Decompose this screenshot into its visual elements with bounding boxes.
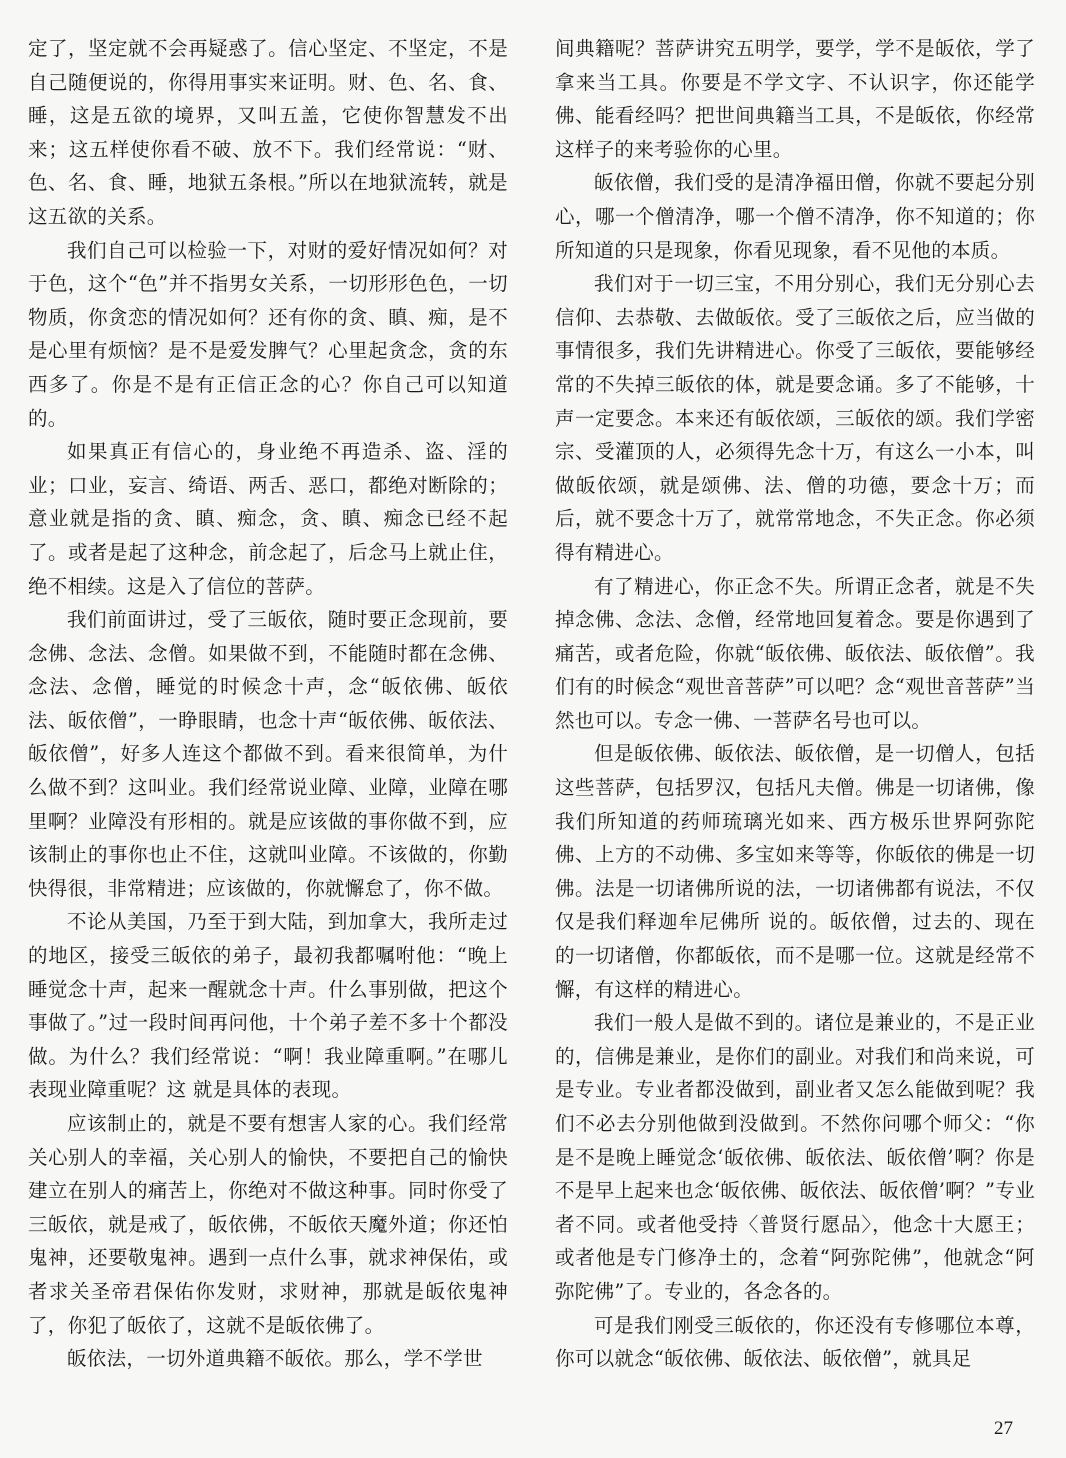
paragraph: 可是我们刚受三皈依的，你还没有专修哪位本尊，你可以就念“皈依佛、皈依法、皈依僧”，就具足: [555, 1313, 1035, 1371]
paragraph: 有了精进心，你正念不失。所谓正念者，就是不失掉念佛、念法、念僧，经常地回复着念。要是你遇到了痛苦，或者危险，你就“皈依佛、皈依法、皈依僧”。我们有的时候念“观世音菩萨”可以吧？念“观世音菩萨”当然也可以。专念一佛、一菩萨名号也可以。: [555, 574, 1035, 732]
paragraph: 定了，坚定就不会再疑惑了。信心坚定、不坚定，不是自己随便说的，你得用事实来证明。财、色、名、食、睡，这是五欲的境界，又叫五盖，它使你智慧发不出来；这五样使你看不破、放不下。我们经常说：“财、色、名、食、睡，地狱五条根。”所以在地狱流转，就是这五欲的关系。: [28, 37, 508, 228]
paragraph: 我们前面讲过，受了三皈依，随时要正念现前，要念佛、念法、念僧。如果做不到，不能随时都在念佛、念法、念僧，睡觉的时候念十声，念“皈依佛、皈依法、皈依僧”，一睁眼睛，也念十声“皈依佛、皈依法、皈依僧”，好多人连这个都做不到。看来很简单，为什么做不到？这叫业。我们经常说业障、业障，业障在哪里啊？业障没有形相的。就是应该做的事你做不到，应该制止的事你也止不住，这就叫业障。不该做的，你勤快得很，非常精进；应该做的，你就懈怠了，你不做。: [28, 608, 508, 900]
page-number: 27: [994, 1418, 1013, 1439]
paragraph: 皈依法，一切外道典籍不皈依。那么，学不学世: [67, 1347, 483, 1371]
paragraph: 但是皈依佛、皈依法、皈依僧，是一切僧人，包括这些菩萨，包括罗汉，包括凡夫僧。佛是一切诸佛，像我们所知道的药师琉璃光如来、西方极乐世界阿弥陀佛、上方的不动佛、多宝如来等等，你皈依的佛是一切佛。法是一切诸佛所说的法，一切诸佛都有说法，不仅仅是我们释迦牟尼佛所 说的。皈依僧，过去的、现在的一切诸僧，你都皈依，而不是哪一位。这就是经常不懈，有这样的精进心。: [555, 742, 1035, 1001]
paragraph: 我们一般人是做不到的。诸位是兼业的，不是正业的，信佛是兼业，是你们的副业。对我们和尚来说，可是专业。专业者都没做到，副业者又怎么能做到呢？我们不必去分别他做到没做到。不然你问哪个师父：“你是不是晚上睡觉念‘皈依佛、皈依法、皈依僧’啊？你是不是早上起来也念‘皈依佛、皈依法、皈依僧’啊？”专业者不同。或者他受持〈普贤行愿品〉，他念十大愿王；或者他是专门修净土的，念着“阿弥陀佛”，他就念“阿弥陀佛”了。专业的，各念各的。: [555, 1011, 1035, 1303]
paragraph: 应该制止的，就是不要有想害人家的心。我们经常关心别人的幸福，关心别人的愉快，不要把自己的愉快建立在别人的痛苦上，你绝对不做这种事。同时你受了三皈依，就是戒了，皈依佛，不皈依天魔外道；你还怕鬼神，还要敬鬼神。遇到一点什么事，就求神保佑，或者求关圣帝君保佑你发财，求财神，那就是皈依鬼神了，你犯了皈依了，这就不是皈依佛了。: [28, 1112, 508, 1337]
paragraph: 如果真正有信心的，身业绝不再造杀、盗、淫的业；口业，妄言、绮语、两舌、恶口，都绝对断除的；意业就是指的贪、瞋、痴念，贪、瞋、痴念已经不起了。或者是起了这种念，前念起了，后念马上就止住，绝不相续。这是入了信位的菩萨。: [28, 440, 508, 598]
right-column: [555, 32, 1035, 1376]
left-column: [28, 32, 508, 1376]
paragraph: 我们自己可以检验一下，对财的爱好情况如何？对于色，这个“色”并不指男女关系，一切形形色色，一切物质，你贪恋的情况如何？还有你的贪、瞋、痴，是不是心里有烦恼？是不是爱发脾气？心里起贪念，贪的东西多了。你是不是有正信正念的心？你自己可以知道的。: [28, 238, 508, 430]
paragraph: 皈依僧，我们受的是清净福田僧，你就不要起分别心，哪一个僧清净，哪一个僧不清净，你不知道的；你所知道的只是现象，你看见现象，看不见他的本质。: [555, 171, 1035, 262]
paragraph: 我们对于一切三宝，不用分别心，我们无分别心去信仰、去恭敬、去做皈依。受了三皈依之后，应当做的事情很多，我们先讲精进心。你受了三皈依，要能够经常的不失掉三皈依的体，就是要念诵。多了不能够，十声一定要念。本来还有皈依颂，三皈依的颂。我们学密宗、受灌顶的人，必须得先念十万，有这么一小本，叫做皈依颂，就是颂佛、法、僧的功德，要念十万；而后，就不要念十万了，就常常地念，不失正念。你必须得有精进心。: [555, 272, 1035, 564]
paragraph: 间典籍呢？菩萨讲究五明学，要学，学不是皈依，学了拿来当工具。你要是不学文字、不认识字，你还能学佛、能看经吗？把世间典籍当工具，不是皈依，你经常这样子的来考验你的心里。: [555, 37, 1035, 161]
paragraph: 不论从美国，乃至于到大陆，到加拿大，我所走过的地区，接受三皈依的弟子，最初我都嘱咐他：“晚上睡觉念十声，起来一醒就念十声。什么事别做，把这个事做了。”过一段时间再问他，十个弟子差不多十个都没做。为什么？我们经常说：“啊！我业障重啊。”在哪儿表现业障重呢？这 就是具体的表现。: [28, 910, 508, 1102]
